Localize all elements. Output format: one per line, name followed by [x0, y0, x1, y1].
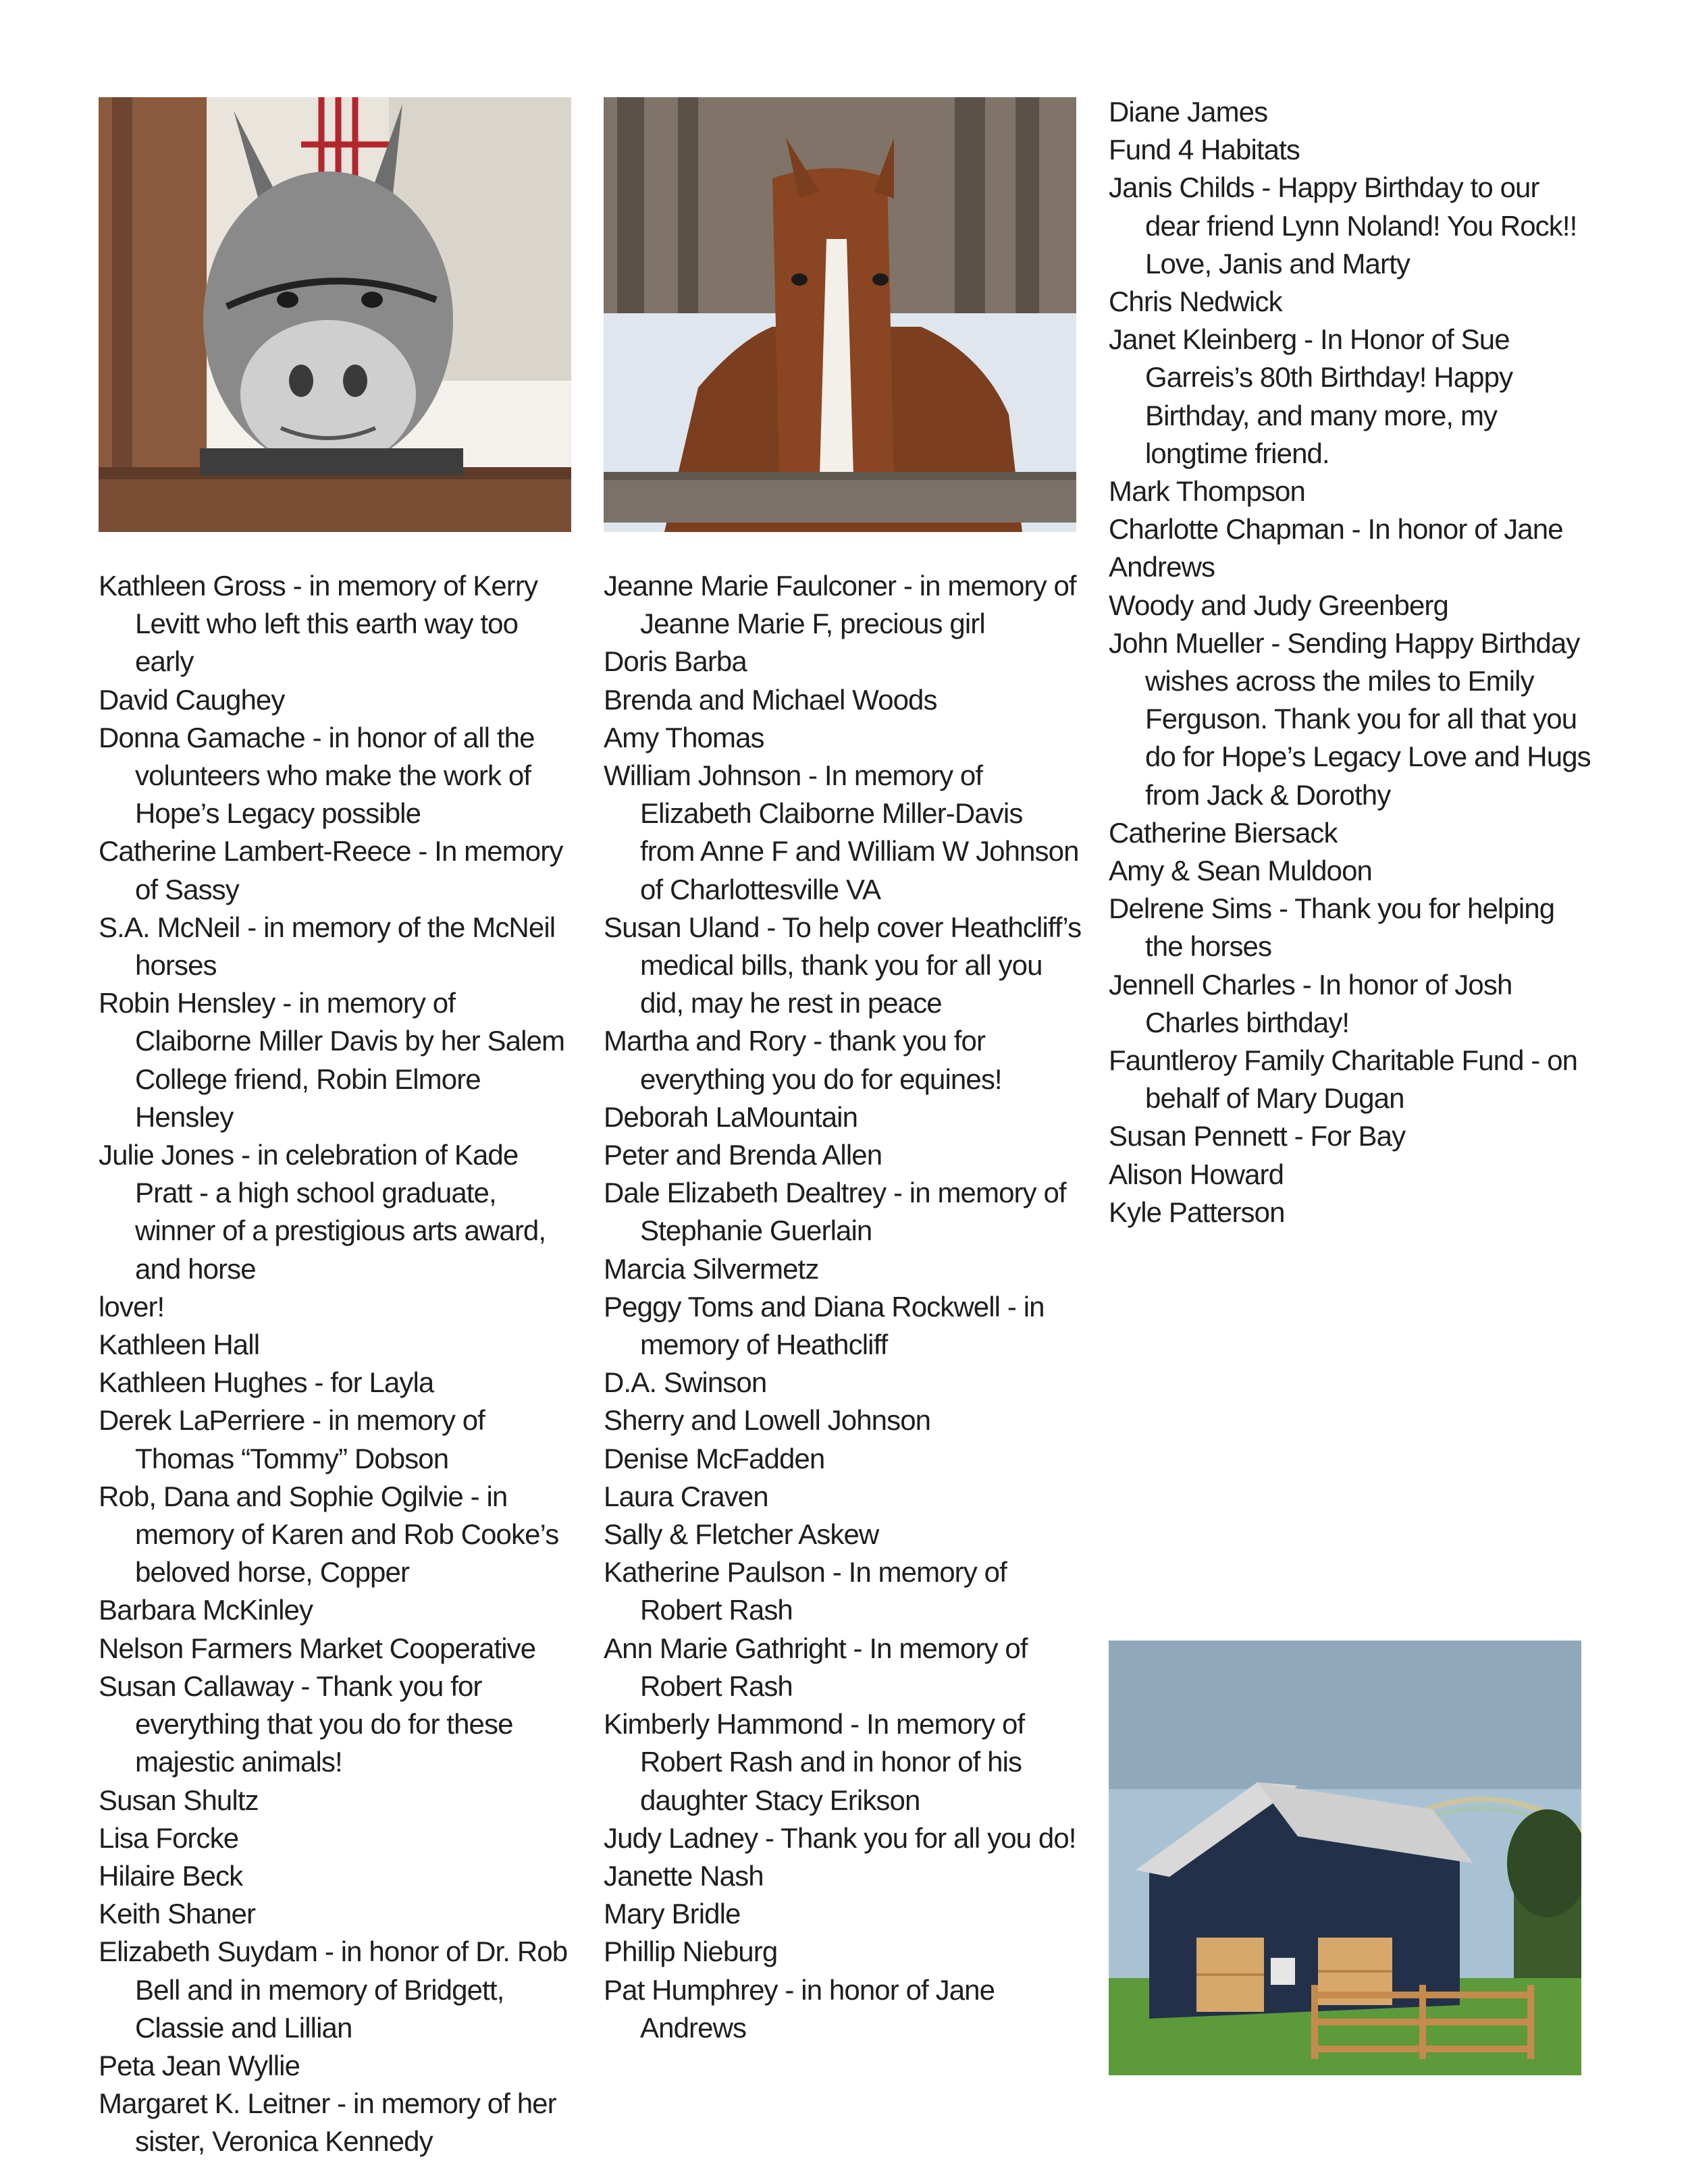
donor-entry: Laura Craven — [604, 1480, 768, 1512]
donor-entry: Hilaire Beck — [99, 1859, 243, 1892]
donor-entry: Robin Hensley - in memory of Claiborne Miller Davis by her Salem College friend, Robin Elmore Hensley — [99, 987, 565, 1133]
barn-photo — [1109, 1641, 1581, 2075]
donor-entry: William Johnson - In memory of Elizabeth Claiborne Miller-Davis from Anne F and William W Johnson of Charlottesville VA — [604, 760, 1079, 905]
donor-entry: Andrews — [1109, 551, 1215, 583]
horse-photo — [604, 97, 1076, 532]
donor-entry: Doris Barba — [604, 645, 747, 678]
donor-column-2 — [604, 567, 1083, 2047]
donor-entry: Margaret K. Leitner - in memory of her sister, Veronica Kennedy — [99, 2087, 556, 2158]
donor-entry: Brenda and Michael Woods — [604, 683, 937, 716]
donor-entry: Pat Humphrey - in honor of Jane Andrews — [604, 1973, 995, 2044]
donor-entry: Amy & Sean Muldoon — [1109, 855, 1373, 887]
donor-entry: Martha and Rory - thank you for everything you do for equines! — [604, 1025, 1002, 1095]
donor-entry: Peggy Toms and Diana Rockwell - in memory of Heathcliff — [604, 1290, 1045, 1361]
donor-entry: John Mueller - Sending Happy Birthday wishes across the miles to Emily Ferguson. Thank you for all that you do for Hope’s Legacy Love and Hugs from Jack & Dorothy — [1109, 627, 1591, 811]
donor-entry: Peter and Brenda Allen — [604, 1139, 882, 1171]
donor-entry: Catherine Biersack — [1109, 816, 1338, 849]
donor-entry: Susan Callaway - Thank you for everything that you do for these majestic animals! — [99, 1670, 513, 1778]
donor-entry: Sherry and Lowell Johnson — [604, 1404, 931, 1437]
donor-entry: Kathleen Gross - in memory of Kerry Levitt who left this earth way too early — [99, 570, 538, 678]
donor-entry: Alison Howard — [1109, 1158, 1284, 1190]
donor-entry: Denise McFadden — [604, 1442, 825, 1474]
donor-entry: Charlotte Chapman - In honor of Jane — [1109, 513, 1563, 545]
donor-entry: Marcia Silvermetz — [604, 1252, 819, 1285]
donor-entry: Phillip Nieburg — [604, 1936, 778, 1968]
donor-entry: Kimberly Hammond - In memory of Robert Rash and in honor of his daughter Stacy Erikson — [604, 1708, 1025, 1816]
donor-entry: Nelson Farmers Market Cooperative — [99, 1632, 536, 1664]
donor-entry: Catherine Lambert-Reece - In memory of Sassy — [99, 835, 563, 905]
donor-entry: Delrene Sims - Thank you for helping the horses — [1109, 893, 1555, 963]
donor-entry: Janette Nash — [604, 1859, 764, 1892]
donor-entry: Janet Kleinberg - In Honor of Sue Garreis’s 80th Birthday! Happy Birthday, and many more, my longtime friend. — [1109, 323, 1513, 469]
donor-column-3 — [1109, 93, 1595, 1231]
donor-entry: Fund 4 Habitats — [1109, 134, 1300, 166]
donor-entry: Peta Jean Wyllie — [99, 2049, 300, 2081]
donor-entry: Judy Ladney - Thank you for all you do! — [604, 1821, 1076, 1854]
donor-entry: Deborah LaMountain — [604, 1100, 858, 1133]
donor-entry: Derek LaPerriere - in memory of Thomas “Tommy” Dobson — [99, 1404, 485, 1474]
donor-entry: Chris Nedwick — [1109, 286, 1282, 318]
donor-entry: Katherine Paulson - In memory of Robert Rash — [604, 1556, 1007, 1626]
donor-entry: Julie Jones - in celebration of Kade Pratt - a high school graduate, winner of a prestigious arts award, and horse — [99, 1139, 546, 1285]
donor-entry: Sally & Fletcher Askew — [604, 1518, 879, 1551]
donor-entry: Lisa Forcke — [99, 1821, 239, 1854]
donor-entry: Ann Marie Gathright - In memory of Robert Rash — [604, 1632, 1028, 1702]
donor-entry: Jeanne Marie Faulconer - in memory of Jeanne Marie F, precious girl — [604, 570, 1076, 640]
donor-entry: Donna Gamache - in honor of all the volunteers who make the work of Hope’s Legacy possible — [99, 721, 535, 830]
donor-entry: Keith Shaner — [99, 1898, 256, 1930]
donor-entry: Amy Thomas — [604, 721, 764, 753]
donor-entry: Elizabeth Suydam - in honor of Dr. Rob Bell and in memory of Bridgett, Classie and Lillian — [99, 1936, 568, 2044]
donor-entry: Mary Bridle — [604, 1898, 741, 1930]
donor-entry: S.A. McNeil - in memory of the McNeil horses — [99, 911, 556, 982]
donkey-photo — [99, 97, 571, 532]
donor-entry: Barbara McKinley — [99, 1594, 313, 1626]
donor-entry: Susan Shultz — [99, 1784, 259, 1816]
donor-entry: lover! — [99, 1290, 165, 1323]
donor-entry: Diane James — [1109, 96, 1268, 128]
donor-entry: Kathleen Hall — [99, 1329, 260, 1361]
donor-entry: Janis Childs - Happy Birthday to our dear friend Lynn Noland! You Rock!! Love, Janis and Marty — [1109, 171, 1577, 279]
donor-entry: Rob, Dana and Sophie Ogilvie - in memory of Karen and Rob Cooke’s beloved horse, Copper — [99, 1480, 559, 1589]
donor-entry: Woody and Judy Greenberg — [1109, 589, 1448, 621]
donor-entry: Kathleen Hughes - for Layla — [99, 1366, 434, 1399]
donor-entry: Susan Pennett - For Bay — [1109, 1120, 1406, 1152]
donor-entry: Fauntleroy Family Charitable Fund - on behalf of Mary Dugan — [1109, 1044, 1578, 1115]
donor-entry: D.A. Swinson — [604, 1366, 767, 1399]
donor-entry: Susan Uland - To help cover Heathcliff’s medical bills, thank you for all you did, may he rest in peace — [604, 911, 1082, 1019]
donor-entry: Kyle Patterson — [1109, 1196, 1285, 1228]
donor-entry: Mark Thompson — [1109, 475, 1305, 508]
donor-column-1 — [99, 567, 578, 2161]
donor-entry: David Caughey — [99, 683, 285, 716]
donor-entry: Dale Elizabeth Dealtrey - in memory of Stephanie Guerlain — [604, 1177, 1066, 1247]
donor-entry: Jennell Charles - In honor of Josh Charles birthday! — [1109, 968, 1512, 1038]
